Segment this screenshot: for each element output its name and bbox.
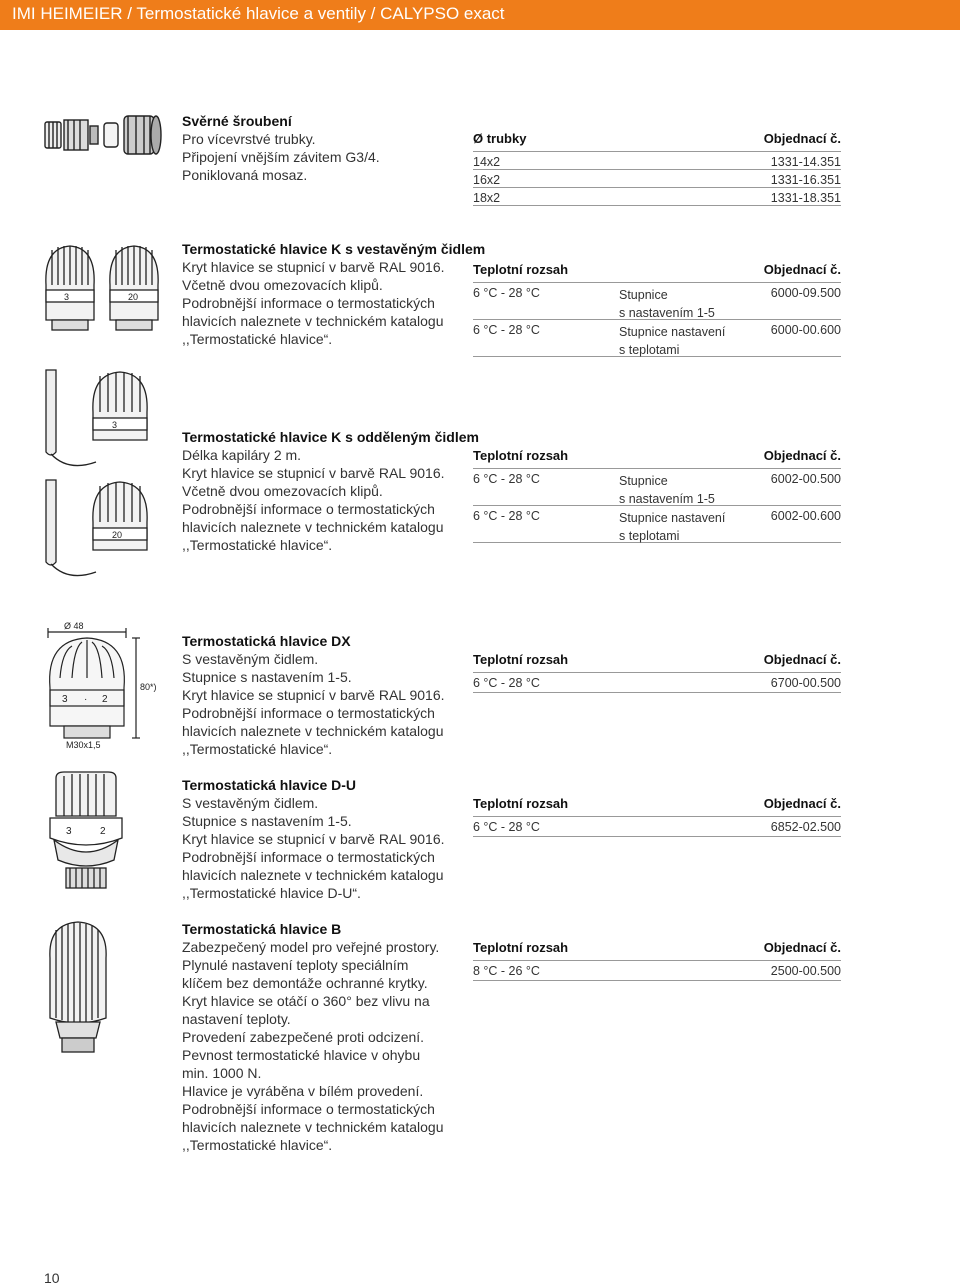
diameter-label: Ø 48 [64,621,84,631]
temperature-range: 6 °C - 28 °C [473,676,540,690]
svg-text:3: 3 [62,694,68,705]
section-title: Termostatická hlavice DX [182,633,351,649]
scale-type-line: s nastavením 1-5 [619,492,715,506]
table-row [473,961,841,981]
description-line: Hlavice je vyráběna v bílém provedení. [182,1083,424,1099]
description-line: Pevnost termostatické hlavice v ohybu [182,1047,421,1063]
column-header-order: Objednací č. [763,796,841,811]
svg-text:3: 3 [112,420,118,430]
pipe-size: 16x2 [473,173,501,187]
section-title: Svěrné šroubení [182,113,292,129]
table-header [473,940,841,961]
section-title: Termostatické hlavice K s vestavěným čidlem [182,241,486,257]
order-number: 6700-00.500 [770,676,841,690]
head-remote-table [473,448,841,543]
column-header-range: Teplotní rozsah [473,940,569,955]
description-line: Kryt hlavice se stupnicí v barvě RAL 9016. [182,259,445,275]
compression-fitting-illustration [42,112,164,158]
column-header-pipe: Ø trubky [473,131,527,146]
scale-type [619,323,725,359]
column-header-order: Objednací č. [763,448,841,463]
description-line: Včetně dvou omezovacích klipů. [182,483,383,499]
description-line: ,,Termostatické hlavice“. [182,537,333,553]
head-dx-description [182,632,462,758]
head-dx-table [473,652,841,693]
description-line: ,,Termostatické hlavice“. [182,741,333,757]
description-line: ,,Termostatické hlavice“. [182,1137,333,1153]
column-header-range: Teplotní rozsah [473,262,569,277]
description-line: Připojení vnějším závitem G3/4. [182,149,380,165]
head-b-description [182,920,462,1154]
description-line: Kryt hlavice se stupnicí v barvě RAL 9016. [182,687,445,703]
order-number: 6002-00.600 [770,509,841,523]
page-header [0,0,960,30]
order-number: 6002-00.500 [770,472,841,486]
section-title: Termostatické hlavice K s odděleným čidlem [182,429,479,445]
table-row [473,320,841,357]
description-line: Podrobnější informace o termostatických [182,849,435,865]
scale-type [619,472,715,508]
thermostatic-head-b-illustration [44,918,114,1058]
pipe-size: 18x2 [473,191,501,205]
thermostatic-head-remote-sensor-illustration [38,362,158,584]
description-line: S vestavěným čidlem. [182,795,319,811]
column-header-order: Objednací č. [763,262,841,277]
table-row [473,817,841,837]
description-line: Podrobnější informace o termostatických [182,1101,435,1117]
description-line: nastavení teploty. [182,1011,291,1027]
svg-text:2: 2 [100,826,106,837]
svg-text:20: 20 [112,530,123,540]
table-header [473,262,841,283]
table-row [473,469,841,506]
description-line: hlavicích naleznete v technickém katalogu [182,519,444,535]
column-header-range: Teplotní rozsah [473,448,569,463]
description-line: Plynulé nastavení teploty speciálním [182,957,409,973]
description-line: Kryt hlavice se stupnicí v barvě RAL 9016. [182,831,445,847]
order-number: 6000-09.500 [770,286,841,300]
scale-type-line: Stupnice nastavení [619,325,726,339]
column-header-order: Objednací č. [763,652,841,667]
svg-text:2: 2 [102,694,108,705]
head-du-table [473,796,841,837]
table-row [473,506,841,543]
description-line: Včetně dvou omezovacích klipů. [182,277,383,293]
temperature-range: 6 °C - 28 °C [473,509,540,523]
description-line: hlavicích naleznete v technickém katalogu [182,867,444,883]
description-line: hlavicích naleznete v technickém katalogu [182,723,444,739]
scale-type-line: Stupnice nastavení [619,511,726,525]
svg-text:20: 20 [128,292,139,302]
thermostatic-head-dx-drawing [42,618,172,750]
section-title: Termostatická hlavice B [182,921,342,937]
description-line: Pro vícevrstvé trubky. [182,131,316,147]
table-header [473,131,841,152]
description-line: klíčem bez demontáže ochranné krytky. [182,975,428,991]
head-k-description [182,240,486,348]
height-label: 80*) [140,682,157,692]
thermostatic-head-du-illustration [44,768,134,898]
description-line: Poniklovaná mosaz. [182,167,308,183]
description-line: Stupnice s nastavením 1-5. [182,669,352,685]
temperature-range: 6 °C - 28 °C [473,820,540,834]
fitting-description [182,112,462,184]
order-number: 1331-18.351 [770,191,841,205]
table-header [473,796,841,817]
temperature-range: 6 °C - 28 °C [473,323,540,337]
column-header-range: Teplotní rozsah [473,652,569,667]
scale-type [619,509,725,545]
order-number: 2500-00.500 [770,964,841,978]
column-header-order: Objednací č. [763,940,841,955]
description-line: Délka kapiláry 2 m. [182,447,302,463]
description-line: Zabezpečený model pro veřejné prostory. [182,939,440,955]
svg-text:·: · [84,694,88,705]
thermostatic-head-k-illustration [38,240,168,340]
scale-type-line: s teplotami [619,343,680,357]
table-row [473,152,841,170]
description-line: Podrobnější informace o termostatických [182,295,435,311]
table-row [473,673,841,693]
column-header-order: Objednací č. [763,131,841,146]
description-line: Kryt hlavice se stupnicí v barvě RAL 9016. [182,465,445,481]
thread-label: M30x1,5 [66,740,101,750]
header-title: IMI HEIMEIER / Termostatické hlavice a ventily / CALYPSO exact [12,4,505,23]
order-number: 6852-02.500 [770,820,841,834]
scale-type-line: s nastavením 1-5 [619,306,715,320]
order-number: 1331-16.351 [770,173,841,187]
order-number: 1331-14.351 [770,155,841,169]
table-row [473,170,841,188]
table-header [473,652,841,673]
head-b-table [473,940,841,981]
column-header-range: Teplotní rozsah [473,796,569,811]
description-line: Kryt hlavice se otáčí o 360° bez vlivu na [182,993,430,1009]
scale-type-line: s teplotami [619,529,680,543]
table-header [473,448,841,469]
table-row [473,283,841,320]
head-remote-description [182,428,479,554]
scale-type-line: Stupnice [619,288,668,302]
description-line: Provedení zabezpečené proti odcizení. [182,1029,425,1045]
description-line: S vestavěným čidlem. [182,651,319,667]
description-line: Podrobnější informace o termostatických [182,705,435,721]
description-line: hlavicích naleznete v technickém katalogu [182,313,444,329]
description-line: Podrobnější informace o termostatických [182,501,435,517]
section-title: Termostatická hlavice D-U [182,777,357,793]
order-number: 6000-00.600 [770,323,841,337]
description-line: ,,Termostatické hlavice“. [182,331,333,347]
pipe-size: 14x2 [473,155,501,169]
table-row [473,188,841,206]
description-line: Stupnice s nastavením 1-5. [182,813,352,829]
fitting-table [473,131,841,206]
description-line: min. 1000 N. [182,1065,262,1081]
scale-type [619,286,715,322]
page-number: 10 [44,1270,60,1286]
temperature-range: 6 °C - 28 °C [473,286,540,300]
description-line: ,,Termostatické hlavice D-U“. [182,885,361,901]
head-k-table [473,262,841,357]
temperature-range: 6 °C - 28 °C [473,472,540,486]
svg-text:3: 3 [64,292,70,302]
svg-text:3: 3 [66,826,72,837]
head-du-description [182,776,462,902]
temperature-range: 8 °C - 26 °C [473,964,540,978]
scale-type-line: Stupnice [619,474,668,488]
description-line: hlavicích naleznete v technickém katalogu [182,1119,444,1135]
